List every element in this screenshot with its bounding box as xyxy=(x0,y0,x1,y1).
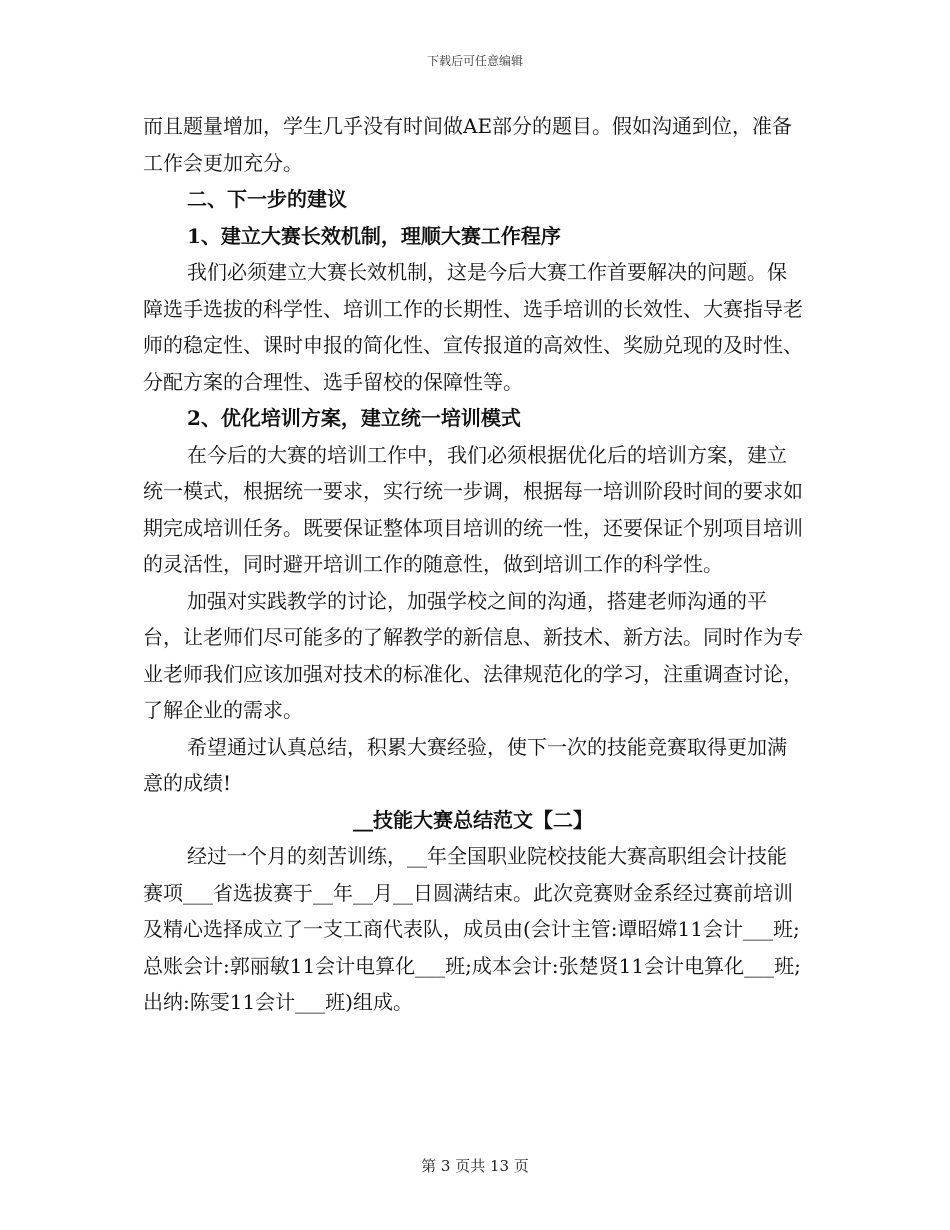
document-body xyxy=(143,108,803,1021)
paragraph-competition: 经过一个月的刻苦训练，__年全国职业院校技能大赛高职组会计技能赛项___省选拔赛于__年__月__日圆满结束。此次竞赛财金系经过赛前培训及精心选择成立了一支工商代表队，成员由(会计主管:谭昭嫦11会计___班;总账会计:郭丽敏11会计电算化___班;成本会计:张楚贤11会计电算化___班;出纳:陈雯11会计___班)组成。 xyxy=(143,844,801,1014)
subheading-1: 1、建立大赛长效机制，理顺大赛工作程序 xyxy=(187,223,561,248)
paragraph-mechanism: 我们必须建立大赛长效机制，这是今后大赛工作首要解决的问题。保障选手选拔的科学性、培训工作的长期性、选手培训的长效性、大赛指导老师的稳定性、课时申报的简化性、宣传报道的高效性、奖励兑现的及时性、分配方案的合理性、选手留校的保障性等。 xyxy=(143,260,803,394)
subheading-2: 2、优化培训方案，建立统一培训模式 xyxy=(187,406,521,430)
section-heading: 二、下一步的建议 xyxy=(187,187,347,211)
page-header: 下载后可任意编辑 xyxy=(426,54,523,68)
paragraph-practice: 加强对实践教学的讨论，加强学校之间的沟通，搭建老师沟通的平台，让老师们尽可能多的了解教学的新信息、新技术、新方法。同时作为专业老师我们应该加强对技术的标准化、法律规范化的学习，注重调查讨论，了解企业的需求。 xyxy=(143,588,803,722)
paragraph-hope: 希望通过认真总结，积累大赛经验，使下一次的技能竞赛取得更加满意的成绩! xyxy=(143,734,787,795)
page-number: 第 3 页共 13 页 xyxy=(421,1157,529,1175)
paragraph-training: 在今后的大赛的培训工作中，我们必须根据优化后的培训方案，建立统一模式，根据统一要求，实行统一步调，根据每一培训阶段时间的要求如期完成培训任务。既要保证整体项目培训的统一性，还要保证个别项目培训的灵活性，同时避开培训工作的随意性，做到培训工作的科学性。 xyxy=(143,442,803,576)
paragraph-continuation: 而且题量增加，学生几乎没有时间做AE部分的题目。假如沟通到位，准备工作会更加充分。 xyxy=(143,114,793,175)
article-title-2: __技能大赛总结范文【二】 xyxy=(353,807,593,832)
